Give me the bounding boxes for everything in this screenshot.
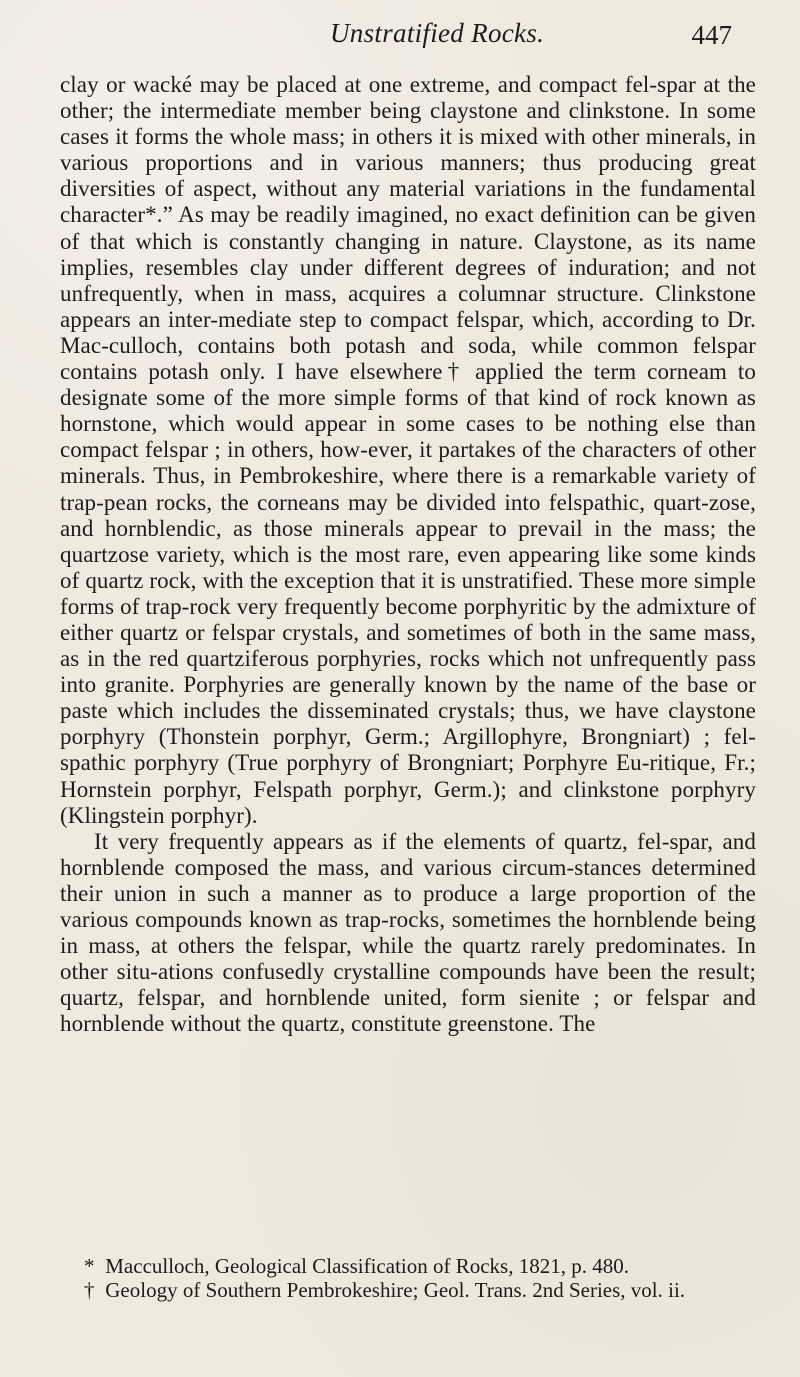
footnote-1 bbox=[84, 1254, 724, 1278]
footnote-marker-1: * bbox=[84, 1254, 95, 1278]
page-number: 447 bbox=[691, 20, 732, 50]
footnote-text-1: Macculloch, Geological Classification of Rocks, 1821, p. 480. bbox=[105, 1254, 629, 1278]
footnotes bbox=[84, 1254, 724, 1302]
page-title: Unstratified Rocks. bbox=[330, 18, 545, 48]
body-paragraph-1: clay or wacké may be placed at one extreme, and compact fel-spar at the other; the intermediate member being claystone and clinkstone. In some cases it forms the whole mass; in others it is mixed with other minerals, in various proportions and in various manners; thus producing great diversities of aspect, without any material variations in the fundamental character*.” As may be readily imagined, no exact definition can be given of that which is constantly changing in nature. Claystone, as its name implies, resembles clay under different degrees of induration; and not unfrequently, when in mass, acquires a columnar structure. Clinkstone appears an inter-mediate step to compact felspar, which, according to Dr. Mac-culloch, contains both potash and soda, while common felspar contains potash only. I have elsewhere† applied the term corneam to designate some of the more simple forms of that kind of rock known as hornstone, which would appear in some cases to be nothing else than compact felspar ; in others, how-ever, it partakes of the characters of other minerals. Thus, in Pembrokeshire, where there is a remarkable variety of trap-pean rocks, the corneans may be divided into felspathic, quart-zose, and hornblendic, as those minerals appear to prevail in the mass; the quartzose variety, which is the most rare, even appearing like some kinds of quartz rock, with the exception that it is unstratified. These more simple forms of trap-rock very frequently become porphyritic by the admixture of either quartz or felspar crystals, and sometimes of both in the same mass, as in the red quartziferous porphyries, rocks which not unfrequently pass into granite. Porphyries are generally known by the name of the base or paste which includes the disseminated crystals; thus, we have claystone porphyry (Thonstein porphyr, Germ.; Argillophyre, Brongniart) ; fel-spathic porphyry (True porphyry of Brongniart; Porphyre Eu-ritique, Fr.; Hornstein porphyr, Felspath porphyr, Germ.); and clinkstone porphyry (Klingstein porphyr). bbox=[60, 72, 756, 828]
footnote-2 bbox=[84, 1278, 724, 1302]
footnote-marker-2: † bbox=[84, 1278, 95, 1302]
footnote-text-2: Geology of Southern Pembrokeshire; Geol. Trans. 2nd Series, vol. ii. bbox=[105, 1278, 686, 1302]
running-head bbox=[60, 0, 756, 72]
body-paragraph-2: It very frequently appears as if the elements of quartz, fel-spar, and hornblende composed the mass, and various circum-stances determined their union in such a manner as to produce a large proportion of the various compounds known as trap-rocks, sometimes the hornblende being in mass, at others the felspar, while the quartz rarely predominates. In other situ-ations confusedly crystalline compounds have been the result; quartz, felspar, and hornblende united, form sienite ; or felspar and hornblende without the quartz, constitute greenstone. The bbox=[60, 828, 756, 1037]
